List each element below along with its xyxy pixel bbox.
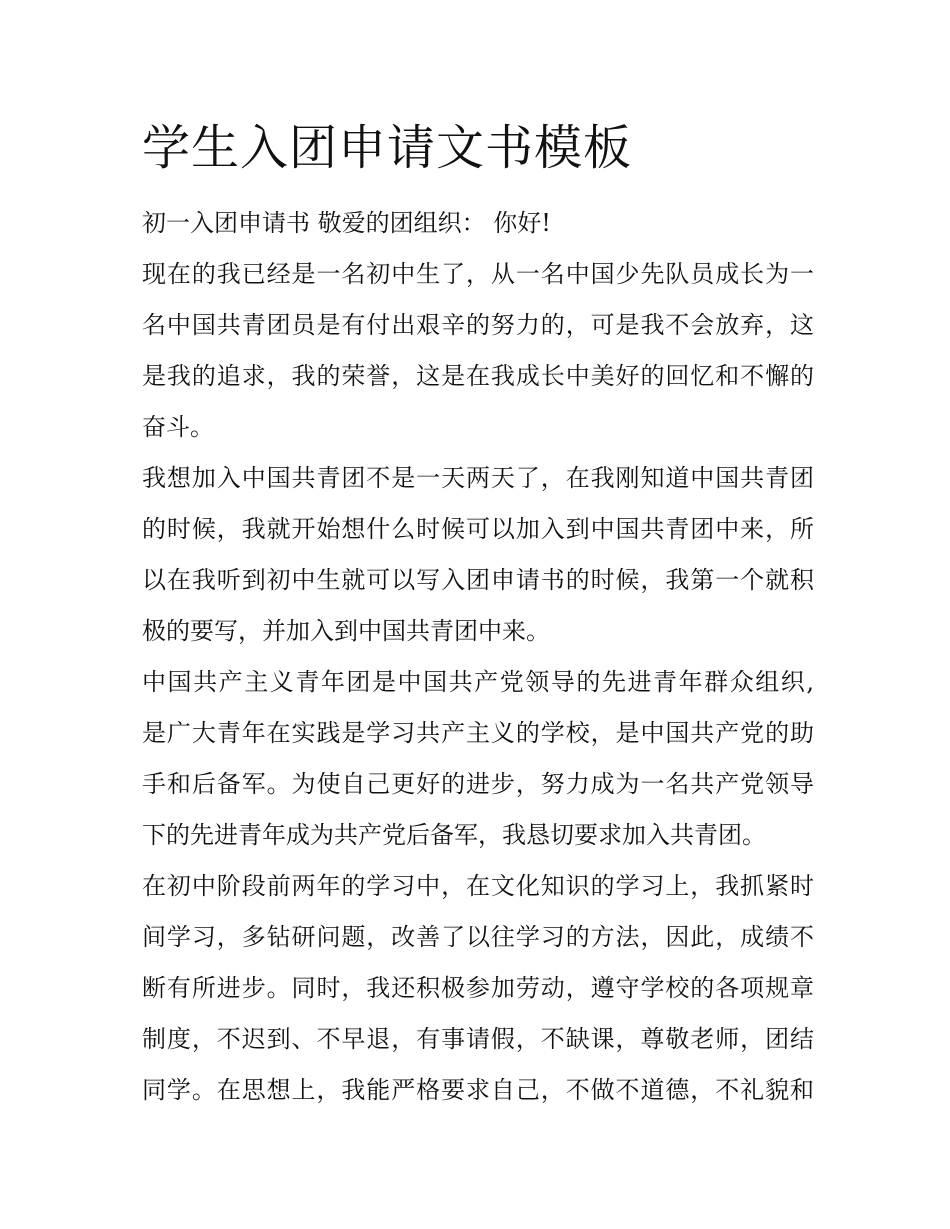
text-line: 极的要写，并加入到中国共青团中来。 — [142, 617, 550, 645]
text-line: 间学习，多钻研问题，改善了以往学习的方法，因此，成绩不 — [142, 923, 814, 951]
text-line: 在初中阶段前两年的学习中，在文化知识的学习上，我抓紧时 — [142, 872, 814, 900]
document-title: 学生入团申请文书模板 — [142, 120, 633, 176]
text-line: 同学。在思想上，我能严格要求自己，不做不道德，不礼貌和 — [142, 1076, 814, 1104]
text-line: 我想加入中国共青团不是一天两天了，在我刚知道中国共青团 — [142, 464, 814, 492]
text-line: 中国共产主义青年团是中国共产党领导的先进青年群众组织, — [142, 668, 814, 696]
text-line: 以在我听到初中生就可以写入团申请书的时候，我第一个就积 — [142, 566, 814, 594]
text-line: 断有所进步。同时，我还积极参加劳动，遵守学校的各项规章 — [142, 974, 814, 1002]
text-line: 是广大青年在实践是学习共产主义的学校，是中国共产党的助 — [142, 719, 814, 747]
text-line: 的时候，我就开始想什么时候可以加入到中国共青团中来，所 — [142, 515, 814, 543]
text-line: 初一入团申请书 敬爱的团组织： 你好! — [142, 209, 551, 237]
text-line: 下的先进青年成为共产党后备军，我恳切要求加入共青团。 — [142, 821, 766, 849]
text-line: 名中国共青团员是有付出艰辛的努力的，可是我不会放弃，这 — [142, 311, 814, 339]
document-page — [142, 116, 814, 1116]
text-line: 现在的我已经是一名初中生了，从一名中国少先队员成长为一 — [142, 260, 814, 288]
document-body — [142, 198, 814, 1116]
text-line: 奋斗。 — [142, 413, 214, 441]
text-line: 是我的追求，我的荣誉，这是在我成长中美好的回忆和不懈的 — [142, 362, 814, 390]
text-line: 制度，不迟到、不早退，有事请假，不缺课，尊敬老师，团结 — [142, 1025, 814, 1053]
text-line: 手和后备军。为使自己更好的进步，努力成为一名共产党领导 — [142, 770, 814, 798]
